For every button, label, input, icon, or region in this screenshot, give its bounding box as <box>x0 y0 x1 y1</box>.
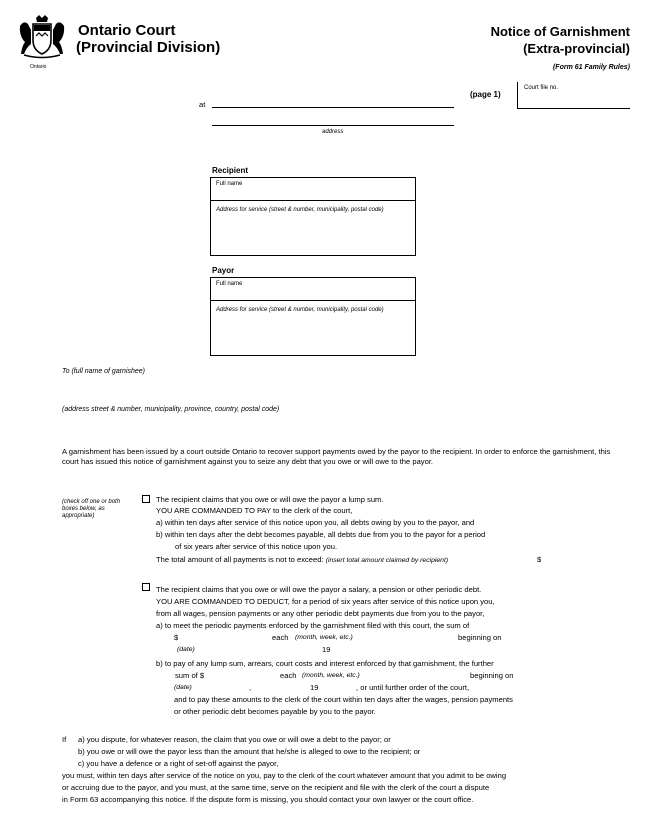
option2-command1: YOU ARE COMMANDED TO DEDUCT, for a period of six years after service of this notice upon you, <box>156 597 495 606</box>
garnishee-name-label: To (full name of garnishee) <box>62 368 146 375</box>
intro-paragraph: A garnishment has been issued by a court outside Ontario to recover support payments owed by the payor to the recipient. In order to enforce the garnishment, this court has issued this notice of garnishment against you to seize any debt that you owe or will owe to the payor. <box>62 447 611 466</box>
option1-b1: b) within ten days after the debt becomes payable, all debts due from you to the payor for a period <box>156 530 486 539</box>
option2-claim: The recipient claims that you owe or will owe the payor a salary, a pension or other periodic debt. <box>156 585 482 594</box>
payor-heading: Payor <box>212 266 235 275</box>
option2-a-each-hint: (month, week, etc.) <box>295 634 353 641</box>
option2-a-each: each <box>272 633 289 642</box>
option1-a: a) within ten days after service of this notice upon you, all debts owing by you to the payor, and <box>156 518 475 527</box>
recipient-address-label: Address for service (street & number, municipality, postal code) <box>216 207 384 213</box>
at-label: at <box>199 100 206 109</box>
option2-b-sum: sum of $ <box>175 671 205 680</box>
recipient-heading: Recipient <box>212 166 249 175</box>
payor-address-box[interactable] <box>210 300 416 356</box>
recipient-address-box[interactable] <box>210 200 416 256</box>
recipient-name-label: Full name <box>216 181 243 187</box>
option1-total <box>156 555 448 566</box>
option2-b3: and to pay these amounts to the clerk of the court within ten days after the wages, pension payments <box>174 695 513 704</box>
address-caption: address <box>322 129 344 135</box>
page-number: (page 1) <box>470 90 501 99</box>
option2-b-date-hint: (date) <box>174 684 192 691</box>
option2-b-year: 19 <box>310 683 319 692</box>
option2-a-year: 19 <box>322 645 331 654</box>
payor-address-label: Address for service (street & number, municipality, postal code) <box>216 307 384 313</box>
option1-b2: of six years after service of this notice upon you. <box>175 542 338 551</box>
option1-claim: The recipient claims that you owe or will owe the payor a lump sum. <box>156 495 384 504</box>
option2-b4: or other periodic debt becomes payable by you to the payor. <box>174 707 376 716</box>
dispute-p3: in Form 63 accompanying this notice. If the dispute form is missing, you should contact your own lawyer or the court office. <box>62 795 474 804</box>
form-reference: (Form 61 Family Rules) <box>552 64 630 71</box>
option2-b1: b) to pay of any lump sum, arrears, court costs and interest enforced by that garnishment, the further <box>156 659 494 668</box>
dispute-p2: or accruing due to the payor, and you must, at the same time, serve on the recipient and file with the clerk of the court a dispute <box>62 783 490 792</box>
payor-name-label: Full name <box>216 281 243 287</box>
dispute-c: c) you have a defence or a right of set-off against the payor, <box>78 759 279 768</box>
court-address-line[interactable] <box>212 125 454 126</box>
garnishee-address-label: (address street & number, municipality, province, country, postal code) <box>62 406 280 413</box>
option2-command2: from all wages, pension payments or any other periodic debt payments due from you to the payor, <box>156 609 485 618</box>
option2-a-dollar: $ <box>174 633 179 642</box>
form-title: Notice of Garnishment <box>490 24 630 39</box>
option1-command: YOU ARE COMMANDED TO PAY to the clerk of the court, <box>156 506 353 515</box>
option2-b-each-hint: (month, week, etc.) <box>302 672 360 679</box>
option2-b-until: , or until further order of the court, <box>356 683 470 692</box>
ontario-crest-icon <box>16 14 68 64</box>
crest-caption: Ontario <box>30 64 47 70</box>
recipient-name-box[interactable] <box>210 177 416 201</box>
option1-dollar: $ <box>537 555 542 564</box>
court-name: Ontario Court <box>78 22 176 39</box>
option2-a1: a) to meet the periodic payments enforced by the garnishment filed with this court, the sum of <box>156 621 470 630</box>
option2-a-beginning: beginning on <box>458 633 502 642</box>
court-file-box[interactable] <box>517 82 630 109</box>
option1-total-hint: (insert total amount claimed by recipient) <box>325 557 449 564</box>
option2-b-comma: , <box>249 683 252 692</box>
dispute-a: a) you dispute, for whatever reason, the claim that you owe or will owe a debt to the payor; or <box>78 735 391 744</box>
lump-sum-checkbox[interactable] <box>142 495 150 503</box>
dispute-b: b) you owe or will owe the payor less than the amount that he/she is alleged to owe to the recipient; or <box>78 747 421 756</box>
form-subtitle: (Extra-provincial) <box>523 41 630 56</box>
option2-b-beginning: beginning on <box>470 671 514 680</box>
check-note: (check off one or both boxes below, as appropriate) <box>62 499 121 519</box>
option2-b-each: each <box>280 671 297 680</box>
court-location-line[interactable] <box>212 107 454 108</box>
payor-name-box[interactable] <box>210 277 416 301</box>
dispute-if-label: If <box>62 735 67 744</box>
dispute-p1: you must, within ten days after service of the notice on you, pay to the clerk of the court whatever amount that you admit to be owing <box>62 771 507 780</box>
option1-total-text: The total amount of all payments is not to exceed: <box>156 555 324 564</box>
periodic-debt-checkbox[interactable] <box>142 583 150 591</box>
court-division: (Provincial Division) <box>76 39 221 56</box>
option2-a-date-hint: (date) <box>177 646 195 653</box>
court-file-label: Court file no. <box>524 85 559 91</box>
